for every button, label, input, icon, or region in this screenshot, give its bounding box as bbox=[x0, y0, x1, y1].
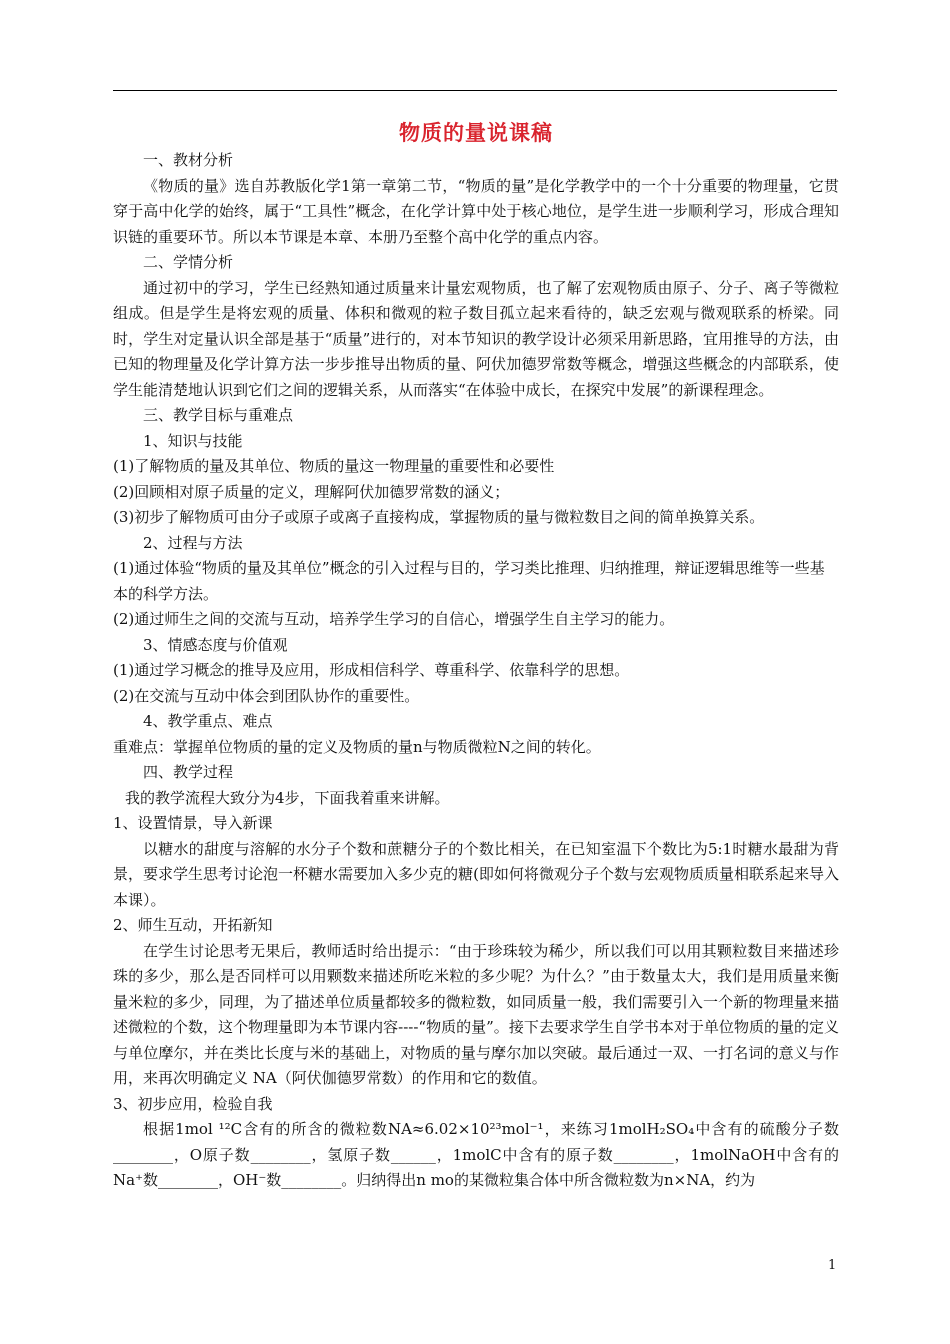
paragraph-step-3: 根据1mol ¹²C含有的所含的微粒数NA≈6.02×10²³mol⁻¹，来练习1molH₂SO₄中含有的硫酸分子数________，O原子数________，氢原子数______，1molC中含有的原子数________，1molNaOH中含有的Na⁺数________，OH⁻数________。归纳得出n mo的某微粒集合体中所含微粒数为n×NA，约为 bbox=[113, 1120, 839, 1189]
list-item: (2)通过师生之间的交流与互动，培养学生学习的自信心，增强学生自主学习的能力。 bbox=[113, 610, 675, 628]
subheading-knowledge-skills: 1、知识与技能 bbox=[143, 431, 243, 450]
paragraph-textbook-analysis: 《物质的量》选自苏教版化学1第一章第二节，“物质的量”是化学教学中的一个十分重要的物理量，它贯穿于高中化学的始终，属于“工具性”概念，在化学计算中处于核心地位，是学生进一步顺利学习，形成合理知识链的重要环节。所以本节课是本章、本册乃至整个高中化学的重点内容。 bbox=[113, 176, 839, 246]
section-heading-4: 四、教学过程 bbox=[143, 763, 234, 781]
step-heading-3: 3、初步应用，检验自我 bbox=[113, 1094, 273, 1113]
paragraph-step-1: 以糖水的甜度与溶解的水分子个数和蔗糖分子的个数比相关，在已知室温下个数比为5:1时糖水最甜为背景，要求学生思考讨论泡一杯糖水需要加入多少克的糖(即如何将微观分子个数与宏观物质质量相联系起来导入本课）。 bbox=[113, 839, 839, 909]
document-body bbox=[113, 118, 839, 1194]
document-title: 物质的量说课稿 bbox=[399, 120, 553, 145]
list-item: (1)了解物质的量及其单位、物质的量这一物理量的重要性和必要性 bbox=[113, 457, 555, 475]
section-heading-3: 三、教学目标与重难点 bbox=[143, 406, 294, 424]
list-item: (3)初步了解物质可由分子或原子或离子直接构成，掌握物质的量与微粒数目之间的简单换算关系。 bbox=[113, 508, 765, 526]
subheading-process-method: 2、过程与方法 bbox=[143, 533, 243, 552]
paragraph-student-analysis: 通过初中的学习，学生已经熟知通过质量来计量宏观物质，也了解了宏观物质由原子、分子、离子等微粒组成。但是学生是将宏观的质量、体积和微观的粒子数目孤立起来看待的，缺乏宏观与微观联系的桥梁。同时，学生对定量认识全部是基于“质量”进行的，对本节知识的教学设计必须采用新思路，宜用推导的方法，由已知的物理量及化学计算方法一步步推导出物质的量、阿伏加德罗常数等概念，增强这些概念的内部联系，使学生能清楚地认识到它们之间的逻辑关系，从而落实“在体验中成长，在探究中发展”的新课程理念。 bbox=[113, 278, 839, 399]
subheading-key-points: 4、教学重点、难点 bbox=[143, 712, 273, 730]
paragraph-step-2: 在学生讨论思考无果后，教师适时给出提示：“由于珍珠较为稀少，所以我们可以用其颗粒数目来描述珍珠的多少，那么是否同样可以用颗数来描述所吃米粒的多少呢？为什么？”由于数量太大，我们是用质量来衡量米粒的多少，同理，为了描述单位质量都较多的微粒数，如同质量一般，我们需要引入一个新的物理量来描述微粒的个数，这个物理量即为本节课内容----“物质的量”。接下去要求学生自学书本对于单位物质的量的定义与单位摩尔，并在类比长度与米的基础上，对物质的量与摩尔加以突破。最后通过一双、一打名词的意义与作用，来再次明确定义 NA（阿伏伽德罗常数）的作用和它的数值。 bbox=[113, 941, 839, 1087]
section-heading-1: 一、教材分析 bbox=[143, 151, 234, 169]
header-rule bbox=[113, 90, 837, 91]
list-item: (2)回顾相对原子质量的定义，理解阿伏加德罗常数的涵义； bbox=[113, 482, 510, 501]
step-heading-2: 2、师生互动，开拓新知 bbox=[113, 916, 273, 934]
step-heading-1: 1、设置情景，导入新课 bbox=[113, 814, 273, 832]
list-item: (1)通过学习概念的推导及应用，形成相信科学、尊重科学、依靠科学的思想。 bbox=[113, 661, 630, 679]
paragraph-process-intro: 我的教学流程大致分为4步，下面我着重来讲解。 bbox=[125, 788, 450, 807]
subheading-attitude-values: 3、情感态度与价值观 bbox=[143, 635, 288, 654]
list-item: 重难点：掌握单位物质的量的定义及物质的量n与物质微粒N之间的转化。 bbox=[113, 737, 601, 756]
list-item: (2)在交流与互动中体会到团队协作的重要性。 bbox=[113, 686, 420, 705]
list-item: (1)通过体验“物质的量及其单位”概念的引入过程与目的，学习类比推理、归纳推理，辩证逻辑思维等一些基本的科学方法。 bbox=[113, 559, 825, 603]
page-number: 1 bbox=[828, 1258, 837, 1273]
section-heading-2: 二、学情分析 bbox=[143, 253, 234, 271]
